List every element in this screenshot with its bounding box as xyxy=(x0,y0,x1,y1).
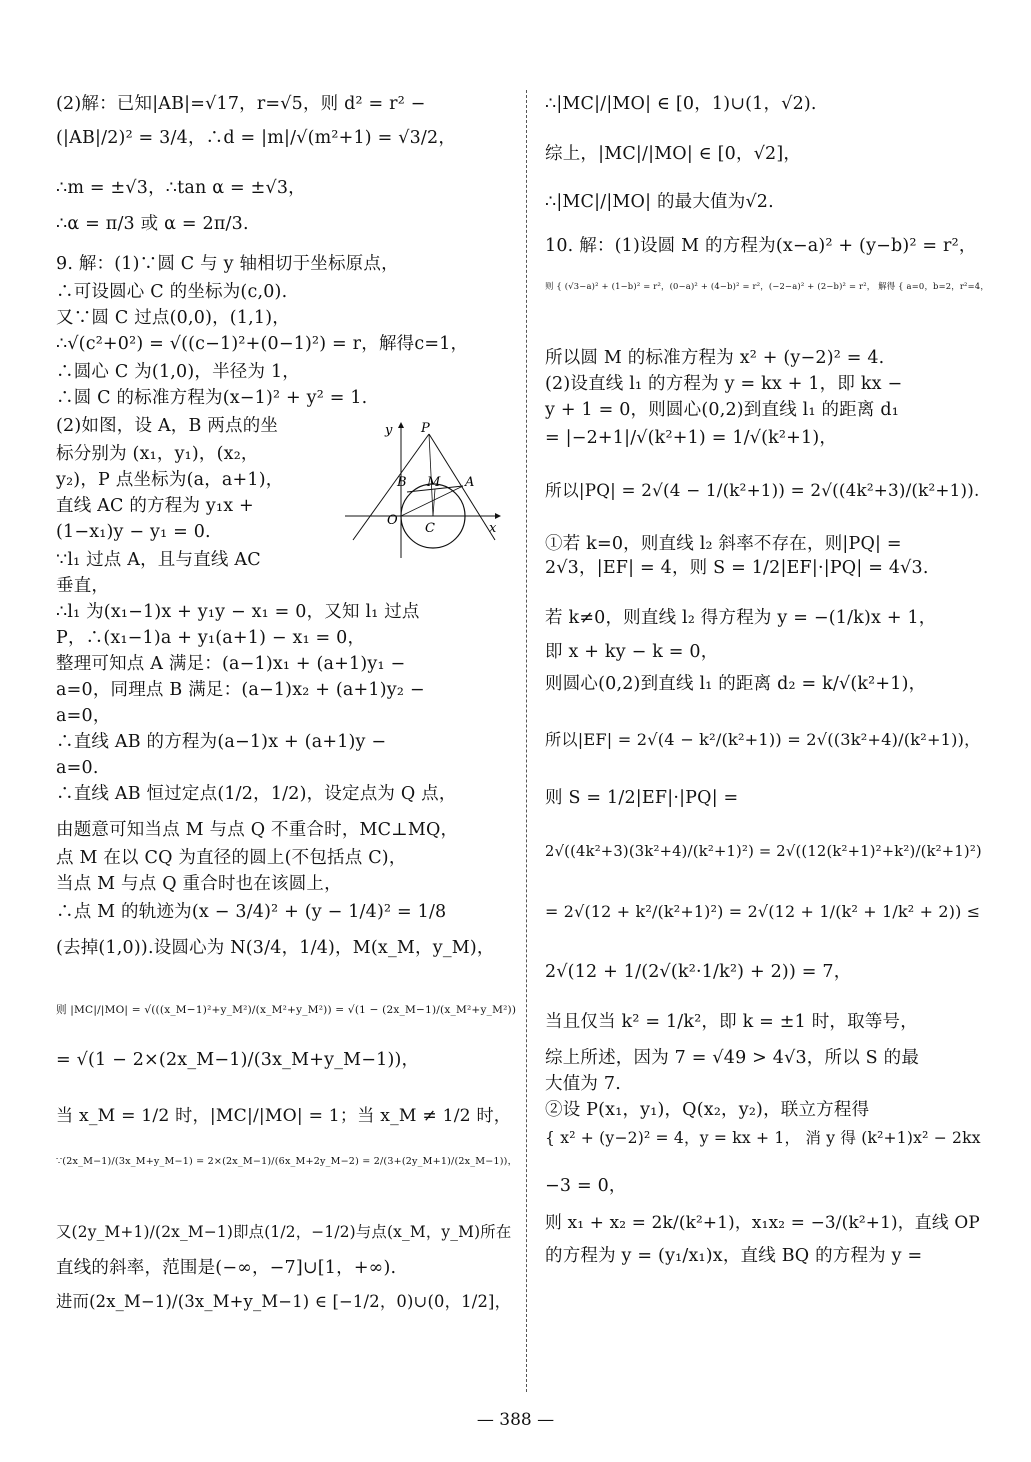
text-line: 又∵圆 C 过点(0,0)，(1,1)， xyxy=(56,308,290,328)
text-line: 直线的斜率，范围是(−∞，−7]∪[1，+∞). xyxy=(56,1258,397,1278)
circle-tangent-figure xyxy=(345,420,505,560)
text-line: 标分别为 (x₁，y₁)，(x₂， xyxy=(56,444,259,464)
text-line: 若 k≠0，则直线 l₂ 得方程为 y = −(1/k)x + 1， xyxy=(545,608,937,628)
text-line: ∴圆心 C 为(1,0)，半径为 1， xyxy=(56,362,300,382)
text-line: ∵(2x_M−1)/(3x_M+y_M−1) = 2×(2x_M−1)/(6x_M+2y_M−2) = 2/(3+(2y_M+1)/(2x_M−1))， xyxy=(56,1156,518,1167)
text-line: ∴m = ±√3，∴tan α = ±√3， xyxy=(56,178,306,198)
text-line: ∴l₁ 为(x₁−1)x + y₁y − x₁ = 0，又知 l₁ 过点 xyxy=(56,602,420,622)
label-a: A xyxy=(465,475,475,490)
right-column xyxy=(545,80,989,1382)
text-line: (2)设直线 l₁ 的方程为 y = kx + 1，即 kx − xyxy=(545,374,903,394)
text-line: 即 x + ky − k = 0， xyxy=(545,642,719,662)
text-line: 则 { (√3−a)² + (1−b)² = r²，(0−a)² + (4−b)² = r²，(−2−a)² + (2−b)² = r²， 解得 { a=0，b=2，r²=4， xyxy=(545,281,989,291)
text-line: ∴√(c²+0²) = √((c−1)²+(0−1)²) = r，解得c=1， xyxy=(56,334,469,354)
text-line: (1−x₁)y − y₁ = 0. xyxy=(56,522,211,542)
y-axis-arrow xyxy=(398,422,404,428)
text-line: 的方程为 y = (y₁/x₁)x，直线 BQ 的方程为 y = xyxy=(545,1246,923,1266)
text-line: ∴直线 AB 恒过定点(1/2，1/2)，设定点为 Q 点， xyxy=(56,784,457,804)
label-o: O xyxy=(387,513,398,528)
text-line: 2√((4k²+3)(3k²+4)/(k²+1)²) = 2√((12(k²+1)²+k²)/(k²+1)²) xyxy=(545,843,982,860)
text-line: a=0. xyxy=(56,758,99,778)
text-line: ∴可设圆心 C 的坐标为(c,0). xyxy=(56,282,288,302)
text-line: 综上所述，因为 7 = √49 > 4√3，所以 S 的最 xyxy=(545,1048,920,1068)
text-line: 大值为 7. xyxy=(545,1074,621,1094)
text-line: 点 M 在以 CQ 为直径的圆上(不包括点 C)， xyxy=(56,848,407,868)
text-line: 又(2y_M+1)/(2x_M−1)即点(1/2，−1/2)与点(x_M，y_M)所在 xyxy=(56,1223,512,1241)
text-line: 直线 AC 的方程为 y₁x + xyxy=(56,496,254,516)
text-line: a=0， xyxy=(56,706,111,726)
text-line: 2√(12 + 1/(2√(k²·1/k²) + 2)) = 7， xyxy=(545,962,852,982)
text-line: 综上，|MC|/|MO| ∈ [0，√2]， xyxy=(545,144,802,164)
text-line: 所以|EF| = 2√(4 − k²/(k²+1)) = 2√((3k²+4)/(k²+1))， xyxy=(545,730,981,749)
label-y: y xyxy=(385,423,393,438)
text-line: 则 x₁ + x₂ = 2k/(k²+1)，x₁x₂ = −3/(k²+1)，直线 OP xyxy=(545,1212,980,1232)
text-line: ∴直线 AB 的方程为(a−1)x + (a+1)y − xyxy=(56,732,387,752)
text-line: ∴α = π/3 或 α = 2π/3. xyxy=(56,214,249,234)
text-line: = 2√(12 + k²/(k²+1)²) = 2√(12 + 1/(k² + 1/k² + 2)) ≤ xyxy=(545,902,981,921)
text-line: 进而(2x_M−1)/(3x_M+y_M−1) ∈ [−1/2，0)∪(0，1/2]， xyxy=(56,1292,512,1311)
text-line: 10. 解：(1)设圆 M 的方程为(x−a)² + (y−b)² = r²， xyxy=(545,236,977,256)
text-line: P，∴(x₁−1)a + y₁(a+1) − x₁ = 0， xyxy=(56,628,366,648)
text-line: 当点 M 与点 Q 重合时也在该圆上， xyxy=(56,874,342,894)
text-line: 由题意可知当点 M 与点 Q 不重合时，MC⊥MQ， xyxy=(56,820,459,840)
text-line: 垂直， xyxy=(56,576,110,596)
text-line: 当 x_M = 1/2 时，|MC|/|MO| = 1；当 x_M ≠ 1/2 时， xyxy=(56,1106,512,1126)
label-c: C xyxy=(425,521,435,536)
text-line: ∴|MC|/|MO| 的最大值为√2. xyxy=(545,192,774,212)
text-line: ∴|MC|/|MO| ∈ [0，1)∪(1，√2). xyxy=(545,94,817,114)
text-line: 所以|PQ| = 2√(4 − 1/(k²+1)) = 2√((4k²+3)/(k²+1)). xyxy=(545,480,980,500)
label-b: B xyxy=(397,475,407,490)
left-column xyxy=(56,80,518,1382)
text-line: ∵l₁ 过点 A，且与直线 AC xyxy=(56,550,261,570)
segment-cm xyxy=(433,489,435,516)
text-line: ②设 P(x₁，y₁)，Q(x₂，y₂)，联立方程得 xyxy=(545,1100,870,1120)
text-line: 则 S = 1/2|EF|·|PQ| = xyxy=(545,788,739,808)
page-number: — 388 — xyxy=(476,1410,555,1430)
text-line: 2√3，|EF| = 4，则 S = 1/2|EF|·|PQ| = 4√3. xyxy=(545,558,929,578)
label-p: P xyxy=(421,421,430,436)
text-line: (2)解：已知|AB|=√17，r=√5，则 d² = r² − xyxy=(56,94,426,114)
text-line: (2)如图，设 A，B 两点的坐 xyxy=(56,416,279,436)
text-line: 则圆心(0,2)到直线 l₁ 的距离 d₂ = k/√(k²+1)， xyxy=(545,674,927,694)
text-line: (|AB|/2)² = 3/4，∴d = |m|/√(m²+1) = √3/2， xyxy=(56,128,457,148)
label-m: M xyxy=(427,475,441,490)
text-line: ∴点 M 的轨迹为(x − 3/4)² + (y − 1/4)² = 1/8 xyxy=(56,902,447,922)
text-line: 9. 解：(1)∵圆 C 与 y 轴相切于坐标原点， xyxy=(56,254,399,274)
text-line: { x² + (y−2)² = 4，y = kx + 1， 消 y 得 (k²+1)x² − 2kx xyxy=(545,1129,981,1147)
text-line: 所以圆 M 的标准方程为 x² + (y−2)² = 4. xyxy=(545,348,885,368)
text-line: (去掉(1,0)).设圆心为 N(3/4，1/4)，M(x_M，y_M)， xyxy=(56,938,495,958)
text-line: −3 = 0， xyxy=(545,1176,627,1196)
text-line: a=0，同理点 B 满足：(a−1)x₂ + (a+1)y₂ − xyxy=(56,680,425,700)
text-line: y₂)，P 点坐标为(a，a+1)， xyxy=(56,470,284,490)
text-line: ∴圆 C 的标准方程为(x−1)² + y² = 1. xyxy=(56,388,368,408)
text-line: ①若 k=0，则直线 l₂ 斜率不存在，则|PQ| = xyxy=(545,534,902,554)
x-axis-arrow xyxy=(495,513,501,519)
column-divider xyxy=(526,90,527,1392)
text-line: = √(1 − 2×(2x_M−1)/(3x_M+y_M−1))， xyxy=(56,1050,420,1070)
text-line: 整理可知点 A 满足：(a−1)x₁ + (a+1)y₁ − xyxy=(56,654,406,674)
text-line: 当且仅当 k² = 1/k²，即 k = ±1 时，取等号， xyxy=(545,1012,918,1032)
text-line: y + 1 = 0，则圆心(0,2)到直线 l₁ 的距离 d₁ xyxy=(545,400,899,420)
text-line: 则 |MC|/|MO| = √(((x_M−1)²+y_M²)/(x_M²+y_M²)) = √(1 − (2x_M−1)/(x_M²+y_M²)) xyxy=(56,1004,517,1016)
text-line: = |−2+1|/√(k²+1) = 1/√(k²+1)， xyxy=(545,428,838,448)
label-x: x xyxy=(489,521,497,536)
